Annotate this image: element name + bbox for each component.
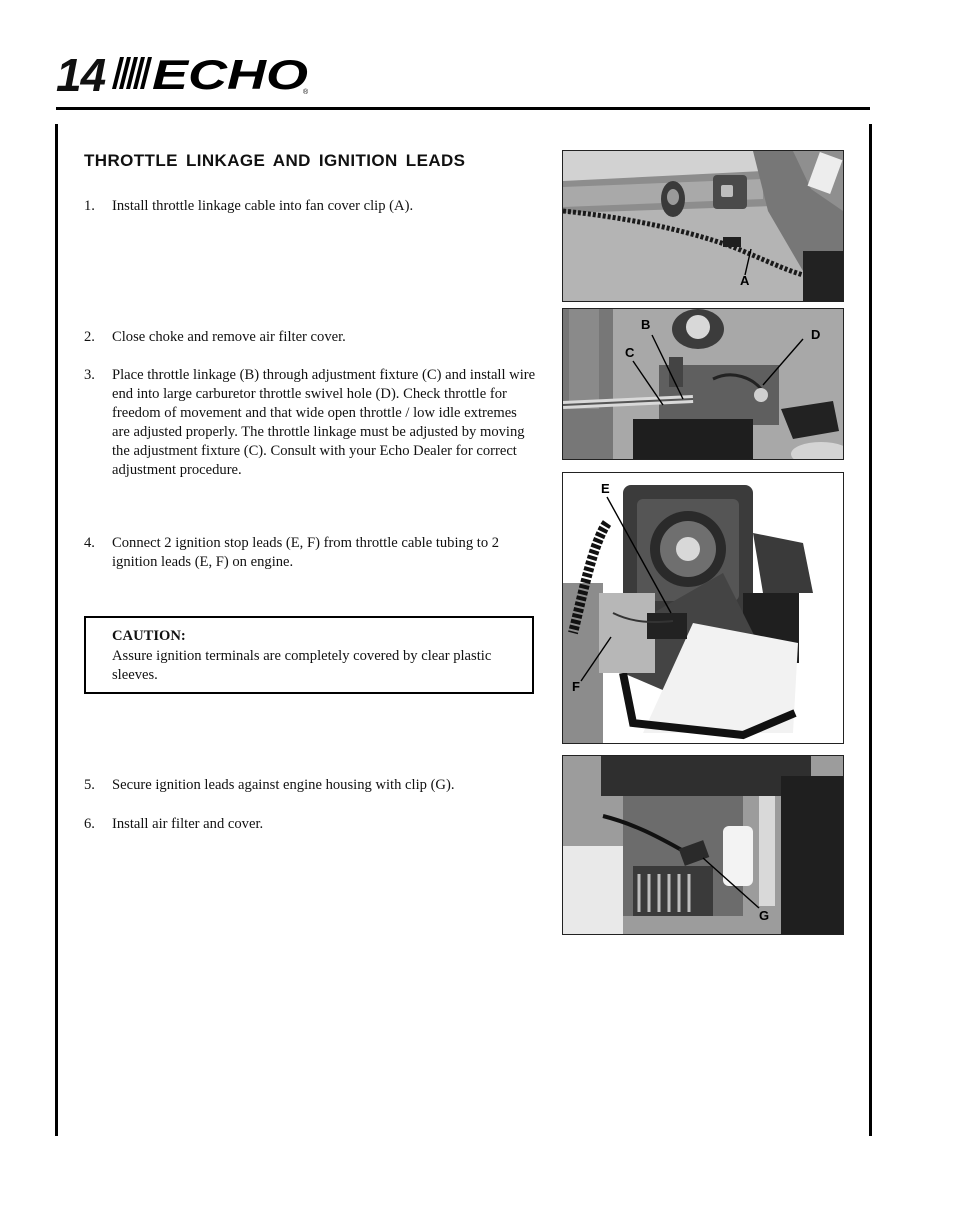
svg-text:ECHO: ECHO [152, 53, 308, 95]
step-text: Connect 2 ignition stop leads (E, F) from throttle cable tubing to 2 ignition leads (E, F) on engine. [112, 535, 500, 570]
callout-d: D [811, 327, 821, 342]
caution-box [84, 616, 534, 694]
callout-g: G [759, 908, 770, 923]
step-3 [84, 366, 534, 480]
section-title: THROTTLE LINKAGE AND IGNITION LEADS [84, 151, 466, 170]
photo-ignition-leads [562, 472, 844, 744]
callout-c: C [625, 345, 635, 360]
caution-label: CAUTION: [112, 628, 186, 644]
step-4 [84, 534, 534, 572]
photo-fan-cover-clip [562, 150, 844, 302]
step-text: Install air filter and cover. [112, 816, 264, 832]
photo-ignition-lead-clip [562, 755, 844, 935]
step-text: Secure ignition leads against engine housing with clip (G). [112, 777, 455, 793]
echo-logo [112, 53, 312, 95]
svg-text:®: ® [303, 89, 309, 95]
callout-e: E [601, 481, 610, 496]
step-text: Place throttle linkage (B) through adjustment fixture (C) and install wire end into large carburetor throttle swivel hole (D). Check throttle for freedom of movement and that wide open throttle / low idle extremes are adjusted properly. The throttle linkage must be adjusted by moving the adjustment fixture (C). Consult with your Echo Dealer for correct adjustment procedure. [112, 367, 536, 478]
photo-carburetor-linkage [562, 308, 844, 460]
step-1 [84, 197, 534, 216]
callout-a: A [740, 273, 750, 288]
step-number: 1. [84, 198, 95, 214]
callout-b: B [641, 317, 651, 332]
step-5 [84, 776, 534, 795]
right-margin-rule [869, 124, 872, 1136]
step-text: Install throttle linkage cable into fan cover clip (A). [112, 198, 414, 214]
step-number: 6. [84, 816, 95, 832]
step-number: 5. [84, 777, 95, 793]
step-number: 4. [84, 535, 95, 551]
step-number: 2. [84, 329, 95, 345]
step-2 [84, 328, 534, 347]
step-6 [84, 815, 534, 834]
step-text: Close choke and remove air filter cover. [112, 329, 346, 345]
caution-text: Assure ignition terminals are completely covered by clear plastic sleeves. [112, 648, 492, 683]
header-rule [56, 107, 870, 110]
step-number: 3. [84, 367, 95, 383]
page-number: 14 [56, 49, 106, 101]
left-margin-rule [55, 124, 58, 1136]
callout-f: F [572, 679, 580, 694]
